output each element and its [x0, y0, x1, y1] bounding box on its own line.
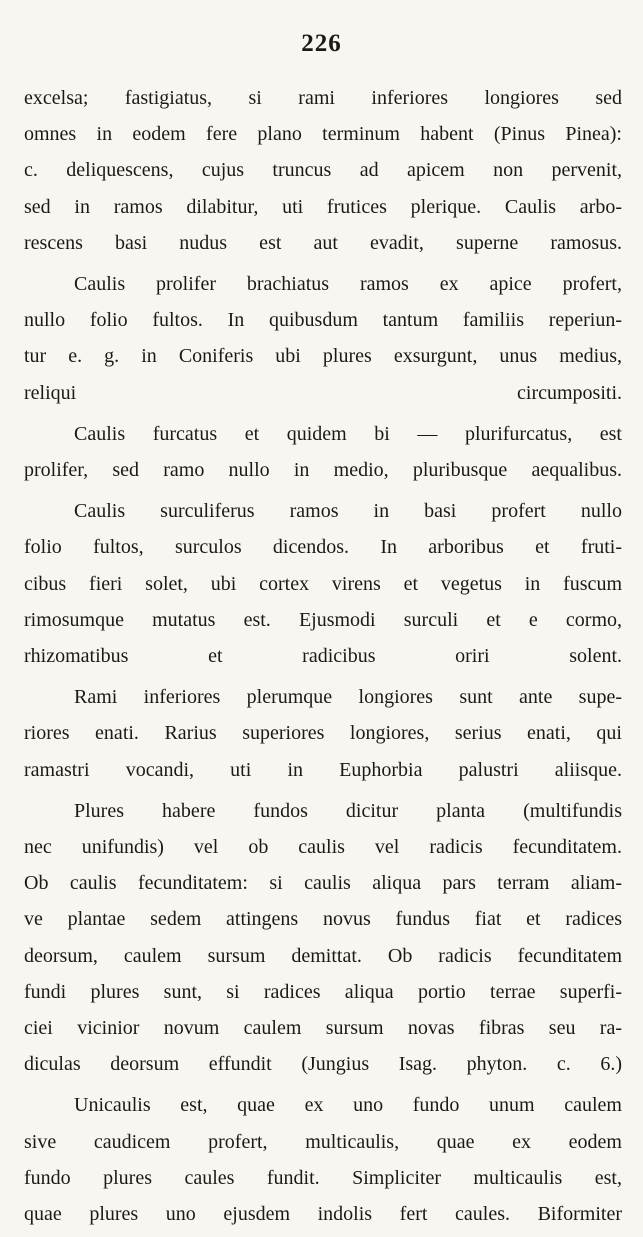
text-line: Caulis prolifer brachiatus ramos ex apice profert, — [74, 273, 622, 296]
paragraph — [24, 416, 622, 488]
text-line: omnes in eodem fere plano terminum habent (Pinus Pinea): — [24, 123, 622, 146]
text-line: diculas deorsum effundit (Jungius Isag. phyton. c. 6.) — [24, 1053, 622, 1076]
text-line: fundi plures sunt, si radices aliqua portio terrae superfi- — [24, 980, 622, 1003]
text-line: Plures habere fundos dicitur planta (multifundis — [74, 799, 622, 822]
text-line: sed in ramos dilabitur, uti frutices plerique. Caulis arbo- — [24, 195, 622, 218]
text-line: rhizomatibus et radicibus oriri solent. — [24, 645, 622, 668]
text-line: excelsa; fastigiatus, si rami inferiores longiores sed — [24, 87, 622, 109]
text-line: riores enati. Rarius superiores longiores, serius enati, qui — [24, 722, 622, 745]
text-line: Caulis furcatus et quidem bi — plurifurcatus, est — [74, 422, 622, 445]
text-line: nec unifundis) vel ob caulis vel radicis fecunditatem. — [24, 836, 622, 859]
text-line: sive caudicem profert, multicaulis, quae ex eodem — [24, 1130, 622, 1153]
text-line: prolifer, sed ramo nullo in medio, pluribusque aequalibus. — [24, 459, 622, 482]
text-line: ramastri vocandi, uti in Euphorbia palustri aliisque. — [24, 758, 622, 781]
paragraph — [24, 793, 622, 1083]
text-line: fundo plures caules fundit. Simpliciter multicaulis est, — [24, 1166, 622, 1189]
text-line: tur e. g. in Coniferis ubi plures exsurgunt, unus medius, — [24, 345, 622, 368]
text-line: Rami inferiores plerumque longiores sunt ante supe- — [74, 686, 622, 709]
text-line: c. deliquescens, cujus truncus ad apicem non pervenit, — [24, 159, 622, 182]
paragraph — [24, 80, 622, 261]
text-line: reliqui circumpositi. — [24, 381, 622, 404]
text-line: rescens basi nudus est aut evadit, superne ramosus. — [24, 231, 622, 254]
text-line: folio fultos, surculos dicendos. In arboribus et fruti- — [24, 536, 622, 559]
text-line: cibus fieri solet, ubi cortex virens et vegetus in fuscum — [24, 572, 622, 595]
text-line: rimosumque mutatus est. Ejusmodi surculi et e cormo, — [24, 608, 622, 631]
page-number: 226 — [301, 30, 342, 57]
text-line: nullo folio fultos. In quibusdum tantum familiis reperiun- — [24, 309, 622, 332]
text-line: Ob caulis fecunditatem: si caulis aliqua pars terram aliam- — [24, 872, 622, 895]
paragraph — [24, 493, 622, 674]
text-line: deorsum, caulem sursum demittat. Ob radicis fecunditatem — [24, 944, 622, 967]
text-line: ciei vicinior novum caulem sursum novas fibras seu ra- — [24, 1017, 622, 1040]
text-line: ve plantae sedem attingens novus fundus fiat et radices — [24, 908, 622, 931]
text-line: Unicaulis est, quae ex uno fundo unum caulem — [74, 1094, 622, 1117]
paragraph — [24, 1087, 622, 1232]
text-line: Caulis surculiferus ramos in basi profert nullo — [74, 500, 622, 523]
body-text — [24, 80, 622, 1237]
paragraph — [24, 679, 622, 788]
text-line: quae plures uno ejusdem indolis fert caules. Biformiter — [24, 1203, 622, 1226]
paragraph — [24, 266, 622, 411]
